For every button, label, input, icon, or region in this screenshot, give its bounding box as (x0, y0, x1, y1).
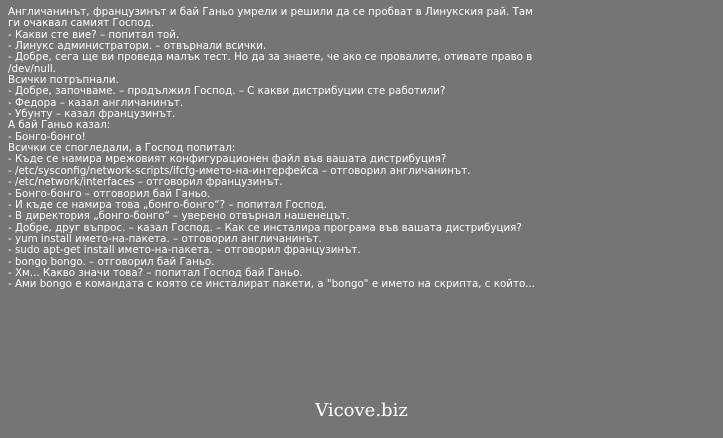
joke-line: /dev/null. (8, 62, 56, 75)
joke-line: - Къде се намира мрежовият конфигурационен файл във вашата дистрибуция? (8, 153, 447, 166)
joke-line: - Какви сте вие? – попитал той. (8, 28, 180, 41)
joke-line: - yum install името-на-пакета. – отговорил англичанинът. (8, 232, 322, 245)
joke-line: Всички потръпнали. (8, 74, 119, 87)
joke-line: - Убунту – казал французинът. (8, 108, 176, 121)
site-watermark: Vicove.biz (315, 400, 408, 421)
joke-line: - Добре, започваме. – продължил Господ. – С какви дистрибуции сте работили? (8, 85, 446, 98)
joke-line: - bongo bongo. – отговорил бай Ганьо. (8, 255, 215, 268)
joke-line: - Федора – казал англичанинът. (8, 96, 184, 109)
joke-line: - Добре, друг въпрос. – казал Господ. – Как се инсталира програма във вашата дистрибуция? (8, 221, 522, 234)
joke-line: - sudo apt-get install името-на-пакета. – отговорил французинът. (8, 244, 361, 257)
joke-line: - /etc/network/interfaces – отговорил французинът. (8, 176, 283, 189)
joke-line: - Добре, сега ще ви проведа малък тест. Но да за знаете, че ако се провалите, отивате право в (8, 51, 533, 64)
joke-line: - Ами bongo е командата с която се инсталират пакети, а "bongo" е името на скрипта, с който... (8, 278, 536, 291)
joke-line: ги очаквал самият Господ. (8, 17, 155, 30)
joke-line: - Линукс администратори. – отвърнали всички. (8, 40, 267, 53)
joke-line: Англичанинът, французинът и бай Ганьо умрели и решили да се пробват в Линукския рай. Там (8, 6, 533, 18)
joke-line: - Бонго-бонго – отговорил бай Ганьо. (8, 187, 211, 200)
joke-line: - В директория „бонго-бонго“ – уверено отвърнал нашенецът. (8, 210, 350, 223)
joke-line: - Хм... Какво значи това? – попитал Господ бай Ганьо. (8, 266, 303, 279)
joke-line: - /etc/sysconfig/network-scripts/ifcfg-името-на-интерфейса – отговорил англичанинът. (8, 164, 471, 177)
joke-line: - Бонго-бонго! (8, 130, 86, 143)
joke-line: А бай Ганьо казал: (8, 119, 111, 132)
joke-text (8, 7, 573, 291)
joke-line: - И къде се намира това „бонго-бонго“? – попитал Господ. (8, 198, 328, 211)
joke-line: Всички се спогледали, а Господ попитал: (8, 142, 236, 155)
